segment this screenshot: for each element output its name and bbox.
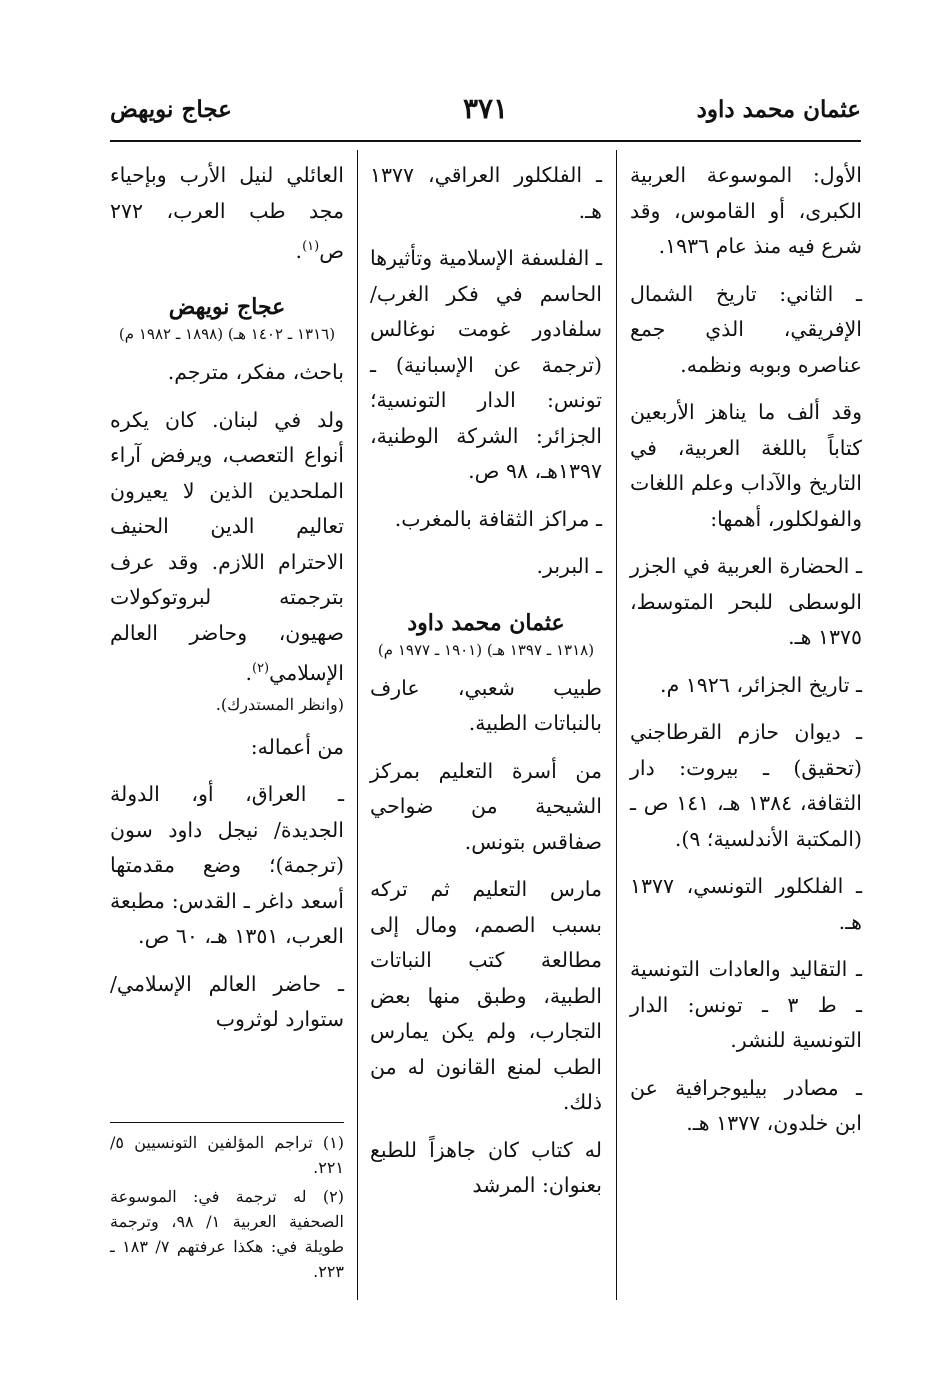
entry-title: عجاج نويهض [168, 294, 286, 321]
paragraph: ـ الفلسفة الإسلامية وتأثيرها الحاسم في فكر الغرب/ سلفادور غومت نوغالس (ترجمة عن الإسبانية) ـ تونس: الدار التونسية؛ الجزائر: الشركة الوطنية، ١٣٩٧هـ، ٩٨ ص. [370, 246, 602, 483]
footnote-ref: (٢) [251, 661, 270, 677]
page-number: ٣٧١ [462, 92, 509, 125]
paragraph: ـ تاريخ الجزائر، ١٩٢٦ م. [660, 672, 862, 697]
paragraph-text: العائلي لنيل الأرب وبإحياء مجد طب العرب، ٢٧٢ ص [110, 163, 344, 263]
column-divider-left [357, 150, 358, 1300]
header-rule [110, 140, 861, 142]
paragraph: من أسرة التعليم بمركز الشيحية من ضواحي صفاقس بتونس. [370, 758, 602, 854]
entry-dates: (١٣١٦ ـ ١٤٠٢ هـ) (١٨٩٨ ـ ١٩٨٢ م) [118, 325, 336, 344]
column-left [110, 158, 344, 1050]
paragraph: الأول: الموسوعة العربية الكبرى، أو القاموس، وقد شرع فيه منذ عام ١٩٣٦. [630, 163, 862, 258]
see-also-note: (وانظر المستدرك). [215, 694, 344, 714]
paragraph-end: . [295, 238, 303, 263]
paragraph-text: ولد في لبنان. كان يكره أنواع التعصب، ويرفض آراء الملحدين الذين لا يعيرون تعاليم الدين الحنيف الاحترام اللازم. وقد عرف بترجمته لبروتوكولات صهيون، وحاضر العالم الإسلامي [110, 407, 344, 686]
paragraph: ـ مراكز الثقافة بالمغرب. [394, 506, 602, 531]
entry-title: عثمان محمد داود [407, 609, 565, 636]
paragraph: ـ الحضارة العربية في الجزر الوسطى للبحر المتوسط، ١٣٧٥ هـ. [630, 554, 862, 649]
paragraph [110, 403, 344, 692]
header-entry-right: عثمان محمد داود [696, 96, 861, 123]
column-middle [370, 158, 602, 1216]
page-header [110, 92, 861, 132]
paragraph: ـ البربر. [536, 554, 602, 578]
paragraph: له كتاب كان جاهزاً للطبع بعنوان: المرشد [370, 1137, 602, 1197]
paragraph: مارس التعليم ثم تركه بسبب الصمم، ومال إلى مطالعة كتب النباتات الطبية، وطبق منها بعض التجارب، ولم يكن يمارس الطب لمنع القانون له من ذلك. [370, 877, 602, 1114]
paragraph: ـ حاضر العالم الإسلامي/ ستوارد لوثروب [110, 971, 344, 1032]
entry-dates: (١٣١٨ ـ ١٣٩٧ هـ) (١٩٠١ ـ ١٩٧٧ م) [377, 640, 595, 659]
paragraph: ـ الثاني: تاريخ الشمال الإفريقي، الذي جمع عناصره وبوبه ونظمه. [630, 281, 862, 377]
paragraph: ـ التقاليد والعادات التونسية ـ ط ٣ ـ تونس: الدار التونسية للنشر. [630, 957, 862, 1052]
paragraph: ـ العراق، أو، الدولة الجديدة/ نيجل داود سون (ترجمة)؛ وضع مقدمتها أسعد داغر ـ القدس: مطبعة العرب، ١٣٥١ هـ، ٦٠ ص. [110, 782, 344, 949]
paragraph: من أعماله: [250, 734, 344, 759]
footnote-ref: (١) [302, 239, 320, 254]
header-entry-left: عجاج نويهض [110, 96, 232, 123]
footnote: (٢) له ترجمة في: الموسوعة الصحفية العربية ١/ ٩٨، وترجمة طويلة في: هكذا عرفتهم ٧/ ١٨٣ ـ ٢٢٣. [110, 1187, 345, 1281]
paragraph: وقد ألف ما يناهز الأربعين كتاباً باللغة العربية، في التاريخ والآداب وعلم اللغات والفولكلور، أهمها: [630, 400, 862, 531]
paragraph: ـ مصادر بيليوجرافية عن ابن خلدون، ١٣٧٧ هـ. [630, 1075, 862, 1135]
footnotes [110, 1130, 344, 1288]
footnote-rule [110, 1122, 344, 1123]
paragraph: ـ الفلكلور التونسي، ١٣٧٧ هـ. [630, 874, 862, 934]
paragraph [110, 158, 344, 269]
footnote: (١) تراجم المؤلفين التونسيين ٥/ ٢٢١. [110, 1133, 344, 1177]
paragraph: طبيب شعبي، عارف بالنباتات الطبية. [370, 675, 602, 735]
paragraph: ـ ديوان حازم القرطاجني (تحقيق) ـ بيروت: دار الثقافة، ١٣٨٤ هـ، ١٤١ ص ـ (المكتبة الأندلسية؛ ٩). [630, 720, 862, 851]
column-divider-right [616, 150, 617, 1300]
paragraph: باحث، مفكر، مترجم. [167, 360, 344, 385]
paragraph: ـ الفلكلور العراقي، ١٣٧٧ هـ. [370, 163, 602, 223]
column-right [630, 158, 862, 1154]
paragraph-end: . [245, 661, 252, 686]
